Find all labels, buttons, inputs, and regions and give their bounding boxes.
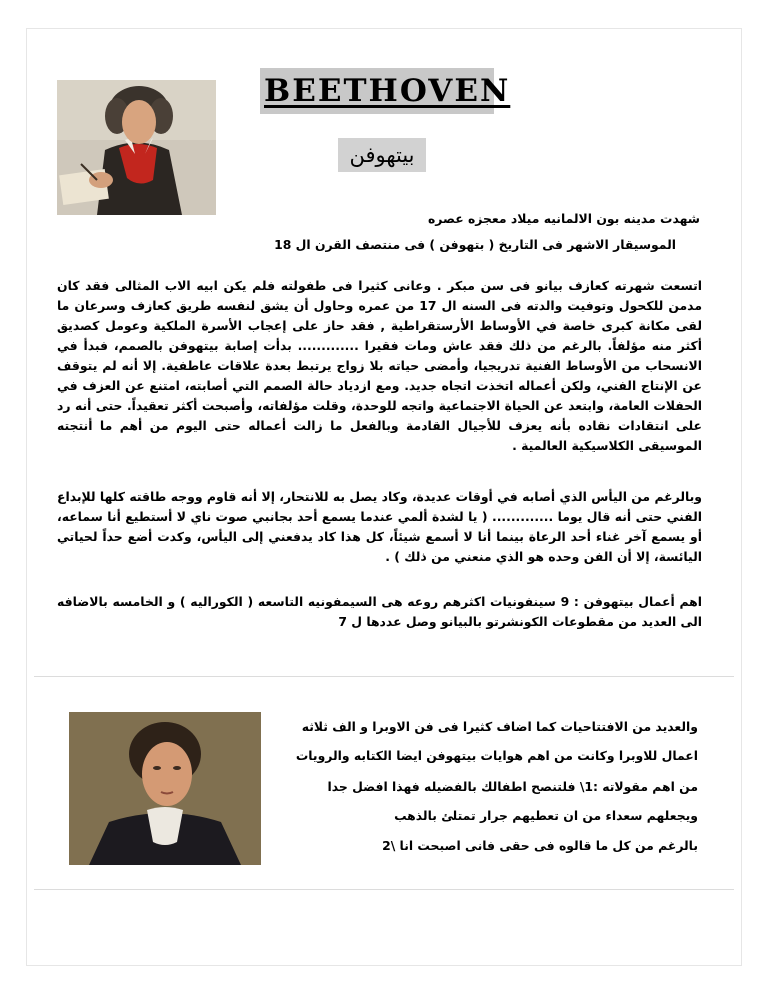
page-title-arabic: بيتهوفن [338,138,426,172]
quote-paragraph: وبالرغم من اليأس الذي أصابه في أوقات عديدة، وكاد يصل به للانتحار، إلا أنه قاوم ووجه طاقته كلها للإبداع الفني حتى أنه قال يوما ............. ( يا لشدة ألمي عندما يسمع أحد بجانبي صوت ناي لا أستطيع أنا سماعه، أو يسمع آخر غناء أحد الرعاة بينما أنا لا أسمع شيئاً، كل هذا كاد يدفعني إلى اليأس، وكدت أضع حداً لحياتي اليائسة، إلا أن الفن وحده هو الذي منعني من ذلك ) . [57,489,702,564]
quote-1-line: من اهم مقولاته :1\ فلتنصح اطفالك بالفضيله فهذا افضل جدا [327,779,698,794]
bottom-divider [34,889,734,890]
beethoven-portrait-painting [57,80,216,215]
young-beethoven-portrait [69,712,261,865]
quote-2-line: بالرغم من كل ما قالوه فى حقى فانى اصبحت انا \2 [382,838,698,853]
works-paragraph: اهم أعمال بيتهوفن : 9 سينفونيات اكثرهم روعه هى السيمفونيه التاسعه ( الكوراليه ) و الخامسه بالاضافه الى العديد من مقطوعات الكونشرتو بالبيانو وصل عددها ل 7 [57,594,702,629]
intro-subline: الموسيقار الاشهر فى التاريخ ( بتهوفن ) فى منتصف القرن ال 18 [274,237,676,252]
section-divider [34,676,734,677]
quote-1-continuation: ويجعلهم سعداء من ان تعطيهم جرار تمتلئ بالذهب [394,808,698,823]
page-title-english: BEETHOVEN [260,68,494,114]
hobbies-line: اعمال للاوبرا وكانت من اهم هوايات بيتهوفن ايضا الكتابه والرويات [295,748,698,763]
biography-paragraph: اتسعت شهرته كعازف بيانو فى سن مبكر . وعانى كثيرا فى طفولته فلم يكن ابيه الاب المثالى فقد كان مدمن للكحول وتوفيت والدته فى السنه ال 17 من عمره وحاول أن يشق لنفسه طريق كعازف وسرعان ما لقى مكانة كبرى خاصة في الأوساط الأرستقراطية , فقد حاز على إعجاب الأسرة الملكية وعومل كصديق أكثر منه مؤلفاً. بالرغم من ذلك فقد عاش ومات فقيرا ............. بدأت إصابة بيتهوفن بالصمم، فبدأ في الانسحاب من الأوساط الفنية تدريجيا، وأمضى حياته بلا زواج يرتبط بعدة علاقات عاطفية. إلا أنه لم يتوقف عن الإنتاج الفني، ولكن أعماله اتخذت اتجاه جديد. ومع ازدياد حالة الصمم التي أصابته، امتنع عن العزف في الحفلات العامة، وابتعد عن الحياة الاجتماعية واتجه للوحدة، وقلت مؤلفاته، وأصبحت أكثر تعقيداً. حتى أنه رد على انتقادات نقاده بأنه يعزف للأجيال القادمة وبالفعل ما زالت أعماله حتى اليوم من أهم ما أنتجته الموسيقى الكلاسيكية العالمية . [57,278,702,453]
operas-line: والعديد من الافتتاحيات كما اضاف كثيرا فى فن الاوبرا و الف ثلاثه [301,719,698,734]
intro-line: شهدت مدينه بون الالمانيه ميلاد معجزه عصره [427,211,700,226]
